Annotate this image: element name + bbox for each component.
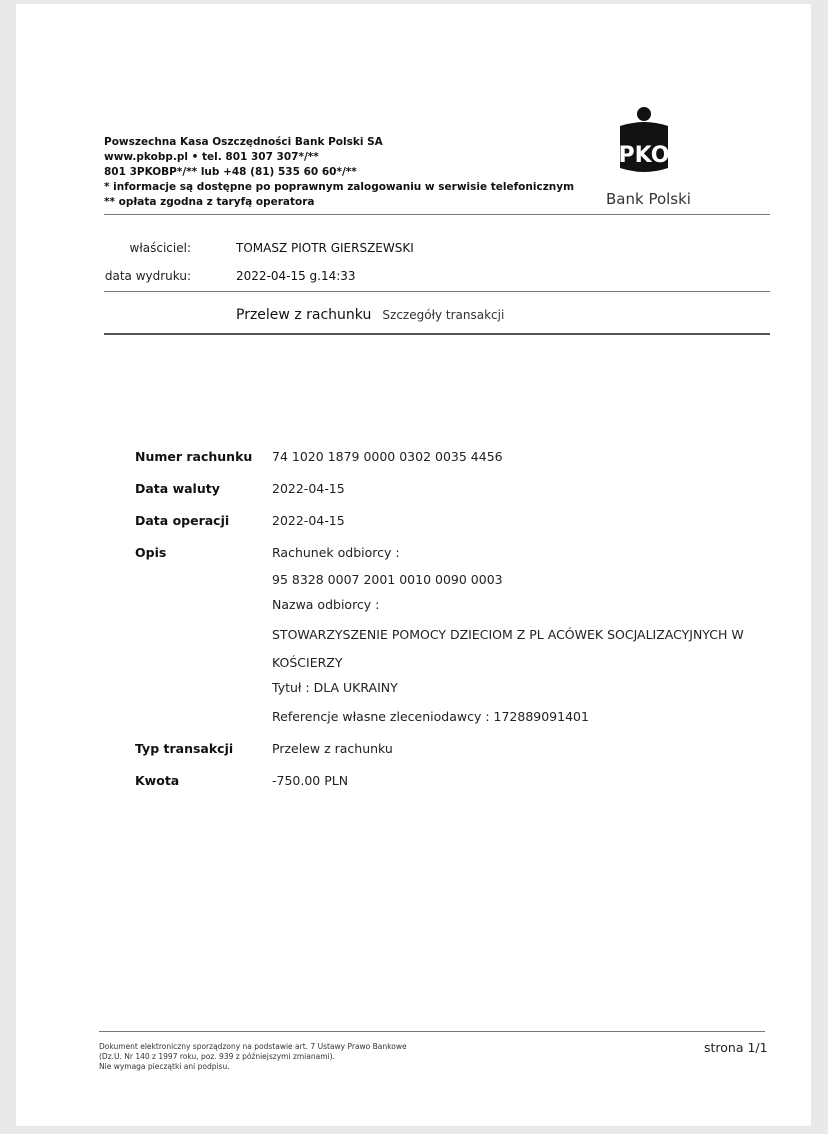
value-date-label: Data waluty [135, 481, 220, 496]
bank-contact-2: 801 3PKOBP*/** lub +48 (81) 535 60 60*/** [104, 166, 357, 178]
logo-letters: PKO [618, 143, 670, 168]
footer-line: Nie wymaga pieczątki ani podpisu. [99, 1062, 230, 1071]
bank-note-2: ** opłata zgodna z taryfą operatora [104, 196, 315, 208]
account-value: 74 1020 1879 0000 0302 0035 4456 [272, 449, 503, 464]
bank-contact-1: www.pkobp.pl • tel. 801 307 307*/** [104, 151, 319, 163]
pko-emblem-icon [606, 104, 696, 184]
section-divider [104, 333, 770, 335]
account-label: Numer rachunku [135, 449, 253, 464]
footer-line: (Dz.U. Nr 140 z 1997 roku, poz. 939 z późniejszymi zmianami). [99, 1052, 335, 1061]
meta-divider [104, 291, 770, 292]
amount-value: -750.00 PLN [272, 773, 349, 788]
footer-divider [99, 1031, 765, 1032]
description-line: Nazwa odbiorcy : [272, 597, 380, 612]
footer-line: Dokument elektroniczny sporządzony na podstawie art. 7 Ustawy Prawo Bankowe [99, 1042, 407, 1051]
page-number: strona 1/1 [704, 1040, 768, 1055]
pko-logo [606, 104, 696, 214]
transaction-type-label: Typ transakcji [135, 741, 234, 756]
description-line: 95 8328 0007 2001 0010 0090 0003 [272, 572, 503, 587]
print-date-value: 2022-04-15 g.14:33 [236, 269, 356, 283]
section-subtitle: Szczegóły transakcji [382, 308, 505, 322]
header-divider [104, 214, 770, 215]
section-heading [236, 304, 504, 323]
amount-label: Kwota [135, 773, 180, 788]
bank-note-1: * informacje są dostępne po poprawnym zalogowaniu w serwisie telefonicznym [104, 181, 575, 193]
print-date-label: data wydruku: [104, 269, 191, 283]
description-label: Opis [135, 545, 167, 560]
description-line: KOŚCIERZY [272, 655, 343, 670]
document-page [16, 4, 811, 1126]
transaction-type-value: Przelew z rachunku [272, 741, 393, 756]
bank-name: Powszechna Kasa Oszczędności Bank Polski SA [104, 136, 383, 148]
owner-value: TOMASZ PIOTR GIERSZEWSKI [236, 241, 414, 255]
value-date-value: 2022-04-15 [272, 481, 345, 496]
description-line: STOWARZYSZENIE POMOCY DZIECIOM Z PL ACÓWEK SOCJALIZACYJNYCH W [272, 627, 744, 642]
operation-date-value: 2022-04-15 [272, 513, 345, 528]
owner-label: właściciel: [129, 241, 191, 255]
description-line: Referencje własne zleceniodawcy : 172889091401 [272, 709, 589, 724]
description-line: Tytuł : DLA UKRAINY [272, 680, 398, 695]
section-title: Przelew z rachunku [236, 307, 372, 323]
description-line: Rachunek odbiorcy : [272, 545, 400, 560]
logo-text: Bank Polski [606, 190, 691, 208]
operation-date-label: Data operacji [135, 513, 230, 528]
